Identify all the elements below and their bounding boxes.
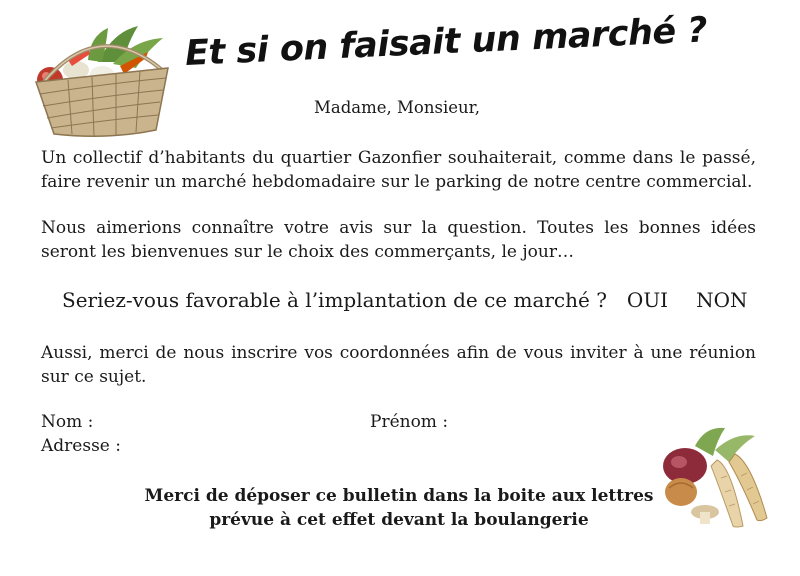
intro-paragraph: Un collectif d’habitants du quartier Gazonfier souhaiterait, comme dans le passé, faire revenir un marché hebdomadaire sur le parking de notre centre commercial. bbox=[41, 148, 756, 192]
adresse-label: Adresse : bbox=[41, 436, 121, 456]
survey-question bbox=[62, 288, 747, 312]
page-title: Et si on faisait un marché ? bbox=[184, 10, 708, 75]
invite-paragraph: Aussi, merci de nous inscrire vos coordonnées afin de vous inviter à une réunion sur ce sujet. bbox=[41, 343, 756, 387]
prenom-label: Prénom : bbox=[370, 412, 449, 432]
drop-off-notice bbox=[134, 484, 664, 532]
greeting: Madame, Monsieur, bbox=[314, 98, 480, 117]
question-text: Seriez-vous favorable à l’implantation de ce marché ? bbox=[62, 288, 607, 312]
answer-yes[interactable]: OUI bbox=[626, 288, 669, 312]
ideas-paragraph: Nous aimerions connaître votre avis sur la question. Toutes les bonnes idées seront les bienvenues sur le choix des commerçants, le jour… bbox=[41, 218, 756, 262]
notice-line-2: prévue à cet effet devant la boulangerie bbox=[209, 510, 589, 530]
nom-label: Nom : bbox=[41, 412, 94, 432]
vegetable-basket-icon bbox=[28, 22, 178, 142]
answer-no[interactable]: NON bbox=[696, 288, 748, 312]
vegetables-icon bbox=[655, 426, 770, 531]
notice-line-1: Merci de déposer ce bulletin dans la boite aux lettres bbox=[144, 486, 654, 506]
